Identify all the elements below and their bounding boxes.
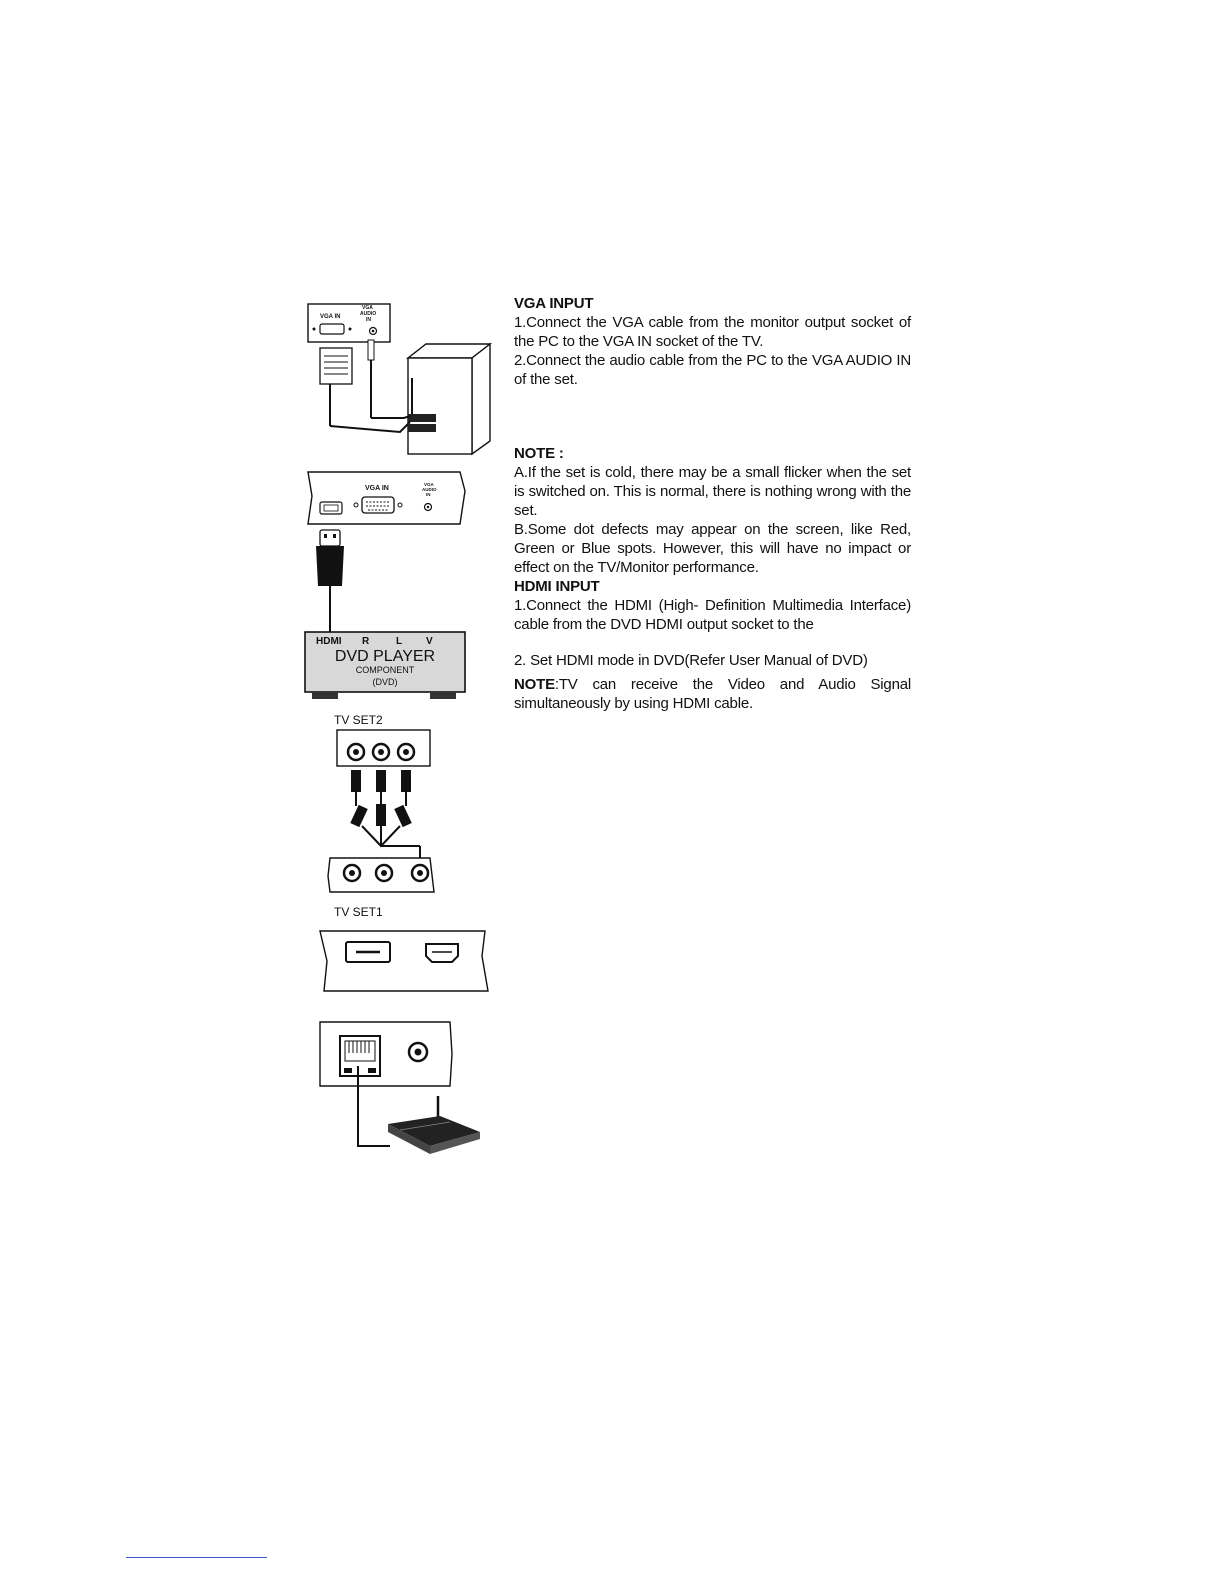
svg-text:AUDIO: AUDIO	[360, 311, 377, 317]
footnote-rule	[126, 1557, 267, 1558]
hdmi-note	[514, 675, 911, 713]
svg-text:COMPONENT: COMPONENT	[355, 665, 415, 675]
note-heading: NOTE :	[514, 445, 564, 462]
hdmi-step-1: 1.Connect the HDMI (High- Definition Multimedia Interface) cable from the DVD HDMI output socket to the	[514, 597, 911, 633]
svg-text:IN: IN	[426, 492, 431, 497]
usb-hdmi-panel-diagram	[320, 931, 488, 991]
lan-router-diagram	[320, 1022, 480, 1154]
connection-diagrams	[300, 296, 500, 1166]
hdmi-input-heading: HDMI INPUT	[514, 578, 600, 595]
vga-input-heading: VGA INPUT	[514, 295, 594, 312]
svg-text:TV SET1: TV SET1	[334, 905, 383, 919]
svg-text:V: V	[426, 636, 433, 647]
svg-text:R: R	[362, 636, 370, 647]
svg-text:VGA IN: VGA IN	[365, 485, 389, 492]
svg-text:(DVD): (DVD)	[372, 677, 398, 687]
svg-text:VGA: VGA	[424, 482, 434, 487]
vga-step-1: 1.Connect the VGA cable from the monitor output socket of the PC to the VGA IN socket of the TV.	[514, 314, 911, 350]
vga-step-2: 2.Connect the audio cable from the PC to the VGA AUDIO IN of the set.	[514, 352, 911, 388]
hdmi-note-label: NOTE	[514, 676, 555, 693]
svg-text:TV SET2: TV SET2	[334, 713, 383, 727]
dvd-player-diagram	[305, 632, 465, 699]
svg-text:VGA: VGA	[362, 305, 373, 311]
rca-diagram	[328, 713, 434, 919]
svg-text:DVD PLAYER: DVD PLAYER	[334, 648, 436, 665]
hdmi-note-text: :TV can receive the Video and Audio Signal simultaneously by using HDMI cable.	[514, 676, 911, 712]
svg-text:L: L	[396, 636, 403, 647]
note-b: B.Some dot defects may appear on the screen, like Red, Green or Blue spots. However, this will have no impact or effect on the TV/Monitor performance.	[514, 521, 911, 576]
instructions-column	[514, 294, 911, 713]
svg-text:AUDIO: AUDIO	[422, 487, 437, 492]
svg-text:IN: IN	[366, 317, 371, 323]
hdmi-panel-diagram	[308, 472, 465, 632]
vga-in-label: VGA IN	[320, 314, 341, 320]
svg-text:HDMI: HDMI	[316, 636, 342, 647]
vga-pc-diagram	[308, 304, 490, 454]
note-a: A.If the set is cold, there may be a small flicker when the set is switched on. This is normal, there is nothing wrong with the set.	[514, 464, 911, 519]
diagram-svg	[300, 296, 500, 1166]
hdmi-step-2: 2. Set HDMI mode in DVD(Refer User Manual of DVD)	[514, 652, 868, 669]
